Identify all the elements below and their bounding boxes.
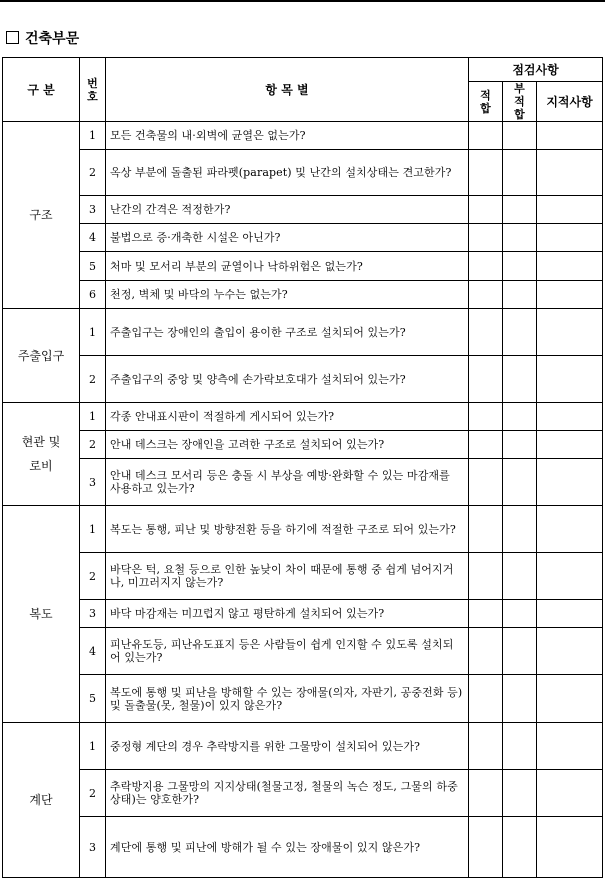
table-row <box>3 252 603 281</box>
suitable-cell[interactable] <box>469 309 503 356</box>
table-row <box>3 150 603 196</box>
remarks-cell[interactable] <box>537 770 603 817</box>
remarks-cell[interactable] <box>537 459 603 506</box>
item-text: 난간의 간격은 적정한가? <box>106 196 469 224</box>
remarks-cell[interactable] <box>537 196 603 224</box>
unsuitable-cell[interactable] <box>503 252 537 281</box>
category-cell: 현관 및 로비 <box>3 403 80 506</box>
header-category: 구 분 <box>3 58 80 122</box>
checkbox-square-icon <box>6 31 19 44</box>
category-cell: 주출입구 <box>3 309 80 403</box>
suitable-cell[interactable] <box>469 723 503 770</box>
checklist-body <box>3 122 603 878</box>
item-text: 처마 및 모서리 부분의 균열이나 낙하위험은 없는가? <box>106 252 469 281</box>
unsuitable-cell[interactable] <box>503 770 537 817</box>
suitable-cell[interactable] <box>469 403 503 431</box>
suitable-cell[interactable] <box>469 628 503 675</box>
item-text: 옥상 부분에 돌출된 파라펫(parapet) 및 난간의 설치상태는 견고한가? <box>106 150 469 196</box>
suitable-cell[interactable] <box>469 817 503 878</box>
item-text: 천정, 벽체 및 바닥의 누수는 없는가? <box>106 281 469 309</box>
item-text: 복도에 통행 및 피난을 방해할 수 있는 장애물(의자, 자판기, 공중전화 등) 및 돌출물(못, 철물)이 있지 않은가? <box>106 675 469 723</box>
category-cell: 복도 <box>3 506 80 723</box>
header-check: 점검사항 <box>469 58 603 82</box>
table-row <box>3 675 603 723</box>
remarks-cell[interactable] <box>537 817 603 878</box>
item-text: 바닥 마감재는 미끄럽지 않고 평탄하게 설치되어 있는가? <box>106 600 469 628</box>
unsuitable-cell[interactable] <box>503 281 537 309</box>
section-title <box>6 28 79 48</box>
item-number: 1 <box>80 723 106 770</box>
header-unsuitable-text: 부적합 <box>514 82 525 121</box>
unsuitable-cell[interactable] <box>503 817 537 878</box>
item-number: 5 <box>80 675 106 723</box>
item-number: 2 <box>80 356 106 403</box>
table-row <box>3 723 603 770</box>
remarks-cell[interactable] <box>537 628 603 675</box>
table-row <box>3 506 603 553</box>
header-suitable <box>469 82 503 122</box>
suitable-cell[interactable] <box>469 506 503 553</box>
suitable-cell[interactable] <box>469 196 503 224</box>
header-unsuitable <box>503 82 537 122</box>
header-number-text: 번호 <box>87 76 98 103</box>
suitable-cell[interactable] <box>469 150 503 196</box>
unsuitable-cell[interactable] <box>503 196 537 224</box>
unsuitable-cell[interactable] <box>503 506 537 553</box>
item-text: 각종 안내표시판이 적절하게 게시되어 있는가? <box>106 403 469 431</box>
table-row <box>3 122 603 150</box>
remarks-cell[interactable] <box>537 403 603 431</box>
header-items: 항 목 별 <box>106 58 469 122</box>
item-text: 모든 건축물의 내·외벽에 균열은 없는가? <box>106 122 469 150</box>
item-text: 바닥은 턱, 요철 등으로 인한 높낮이 차이 때문에 통행 중 쉽게 넘어지거나, 미끄러지지 않는가? <box>106 553 469 600</box>
table-row <box>3 459 603 506</box>
header-suitable-text: 적합 <box>480 88 491 115</box>
suitable-cell[interactable] <box>469 431 503 459</box>
unsuitable-cell[interactable] <box>503 431 537 459</box>
item-number: 1 <box>80 506 106 553</box>
unsuitable-cell[interactable] <box>503 150 537 196</box>
item-number: 1 <box>80 403 106 431</box>
suitable-cell[interactable] <box>469 122 503 150</box>
suitable-cell[interactable] <box>469 553 503 600</box>
unsuitable-cell[interactable] <box>503 628 537 675</box>
unsuitable-cell[interactable] <box>503 723 537 770</box>
unsuitable-cell[interactable] <box>503 553 537 600</box>
item-text: 추락방지용 그물망의 지지상태(철물고정, 철물의 녹슨 정도, 그물의 하중상태)는 양호한가? <box>106 770 469 817</box>
table-row <box>3 553 603 600</box>
table-row <box>3 403 603 431</box>
unsuitable-cell[interactable] <box>503 459 537 506</box>
suitable-cell[interactable] <box>469 252 503 281</box>
remarks-cell[interactable] <box>537 553 603 600</box>
checklist-table <box>2 57 603 878</box>
header-remarks: 지적사항 <box>537 82 603 122</box>
unsuitable-cell[interactable] <box>503 403 537 431</box>
item-number: 4 <box>80 224 106 252</box>
table-row <box>3 600 603 628</box>
suitable-cell[interactable] <box>469 459 503 506</box>
remarks-cell[interactable] <box>537 150 603 196</box>
item-text: 주출입구의 중앙 및 양측에 손가락보호대가 설치되어 있는가? <box>106 356 469 403</box>
item-text: 불법으로 증·개축한 시설은 아닌가? <box>106 224 469 252</box>
table-row <box>3 817 603 878</box>
item-number: 3 <box>80 459 106 506</box>
item-number: 3 <box>80 600 106 628</box>
item-text: 안내 데스크 모서리 등은 충돌 시 부상을 예방·완화할 수 있는 마감재를 사용하고 있는가? <box>106 459 469 506</box>
item-number: 1 <box>80 122 106 150</box>
remarks-cell[interactable] <box>537 281 603 309</box>
item-number: 3 <box>80 196 106 224</box>
table-row <box>3 196 603 224</box>
table-row <box>3 224 603 252</box>
suitable-cell[interactable] <box>469 770 503 817</box>
item-number: 2 <box>80 770 106 817</box>
table-row <box>3 770 603 817</box>
remarks-cell[interactable] <box>537 356 603 403</box>
unsuitable-cell[interactable] <box>503 122 537 150</box>
item-text: 안내 데스크는 장애인을 고려한 구조로 설치되어 있는가? <box>106 431 469 459</box>
item-text: 피난유도등, 피난유도표지 등은 사람들이 쉽게 인지할 수 있도록 설치되어 있는가? <box>106 628 469 675</box>
item-number: 1 <box>80 309 106 356</box>
suitable-cell[interactable] <box>469 600 503 628</box>
suitable-cell[interactable] <box>469 281 503 309</box>
unsuitable-cell[interactable] <box>503 675 537 723</box>
table-row <box>3 281 603 309</box>
unsuitable-cell[interactable] <box>503 600 537 628</box>
category-cell: 구조 <box>3 122 80 309</box>
unsuitable-cell[interactable] <box>503 309 537 356</box>
suitable-cell[interactable] <box>469 224 503 252</box>
remarks-cell[interactable] <box>537 723 603 770</box>
remarks-cell[interactable] <box>537 431 603 459</box>
item-text: 주출입구는 장애인의 출입이 용이한 구조로 설치되어 있는가? <box>106 309 469 356</box>
suitable-cell[interactable] <box>469 675 503 723</box>
top-rule <box>0 0 605 2</box>
item-text: 복도는 통행, 피난 및 방향전환 등을 하기에 적절한 구조로 되어 있는가? <box>106 506 469 553</box>
remarks-cell[interactable] <box>537 252 603 281</box>
section-title-text: 건축부문 <box>25 31 80 47</box>
item-number: 4 <box>80 628 106 675</box>
table-row <box>3 431 603 459</box>
item-number: 5 <box>80 252 106 281</box>
header-number <box>80 58 106 122</box>
item-text: 중정형 계단의 경우 추락방지를 위한 그물망이 설치되어 있는가? <box>106 723 469 770</box>
item-number: 2 <box>80 431 106 459</box>
table-row <box>3 309 603 356</box>
remarks-cell[interactable] <box>537 309 603 356</box>
remarks-cell[interactable] <box>537 506 603 553</box>
table-row <box>3 356 603 403</box>
remarks-cell[interactable] <box>537 224 603 252</box>
item-number: 2 <box>80 150 106 196</box>
remarks-cell[interactable] <box>537 600 603 628</box>
unsuitable-cell[interactable] <box>503 224 537 252</box>
table-row <box>3 628 603 675</box>
category-cell: 계단 <box>3 723 80 878</box>
item-number: 3 <box>80 817 106 878</box>
unsuitable-cell[interactable] <box>503 356 537 403</box>
remarks-cell[interactable] <box>537 122 603 150</box>
item-text: 계단에 통행 및 피난에 방해가 될 수 있는 장애물이 있지 않은가? <box>106 817 469 878</box>
item-number: 6 <box>80 281 106 309</box>
suitable-cell[interactable] <box>469 356 503 403</box>
remarks-cell[interactable] <box>537 675 603 723</box>
item-number: 2 <box>80 553 106 600</box>
